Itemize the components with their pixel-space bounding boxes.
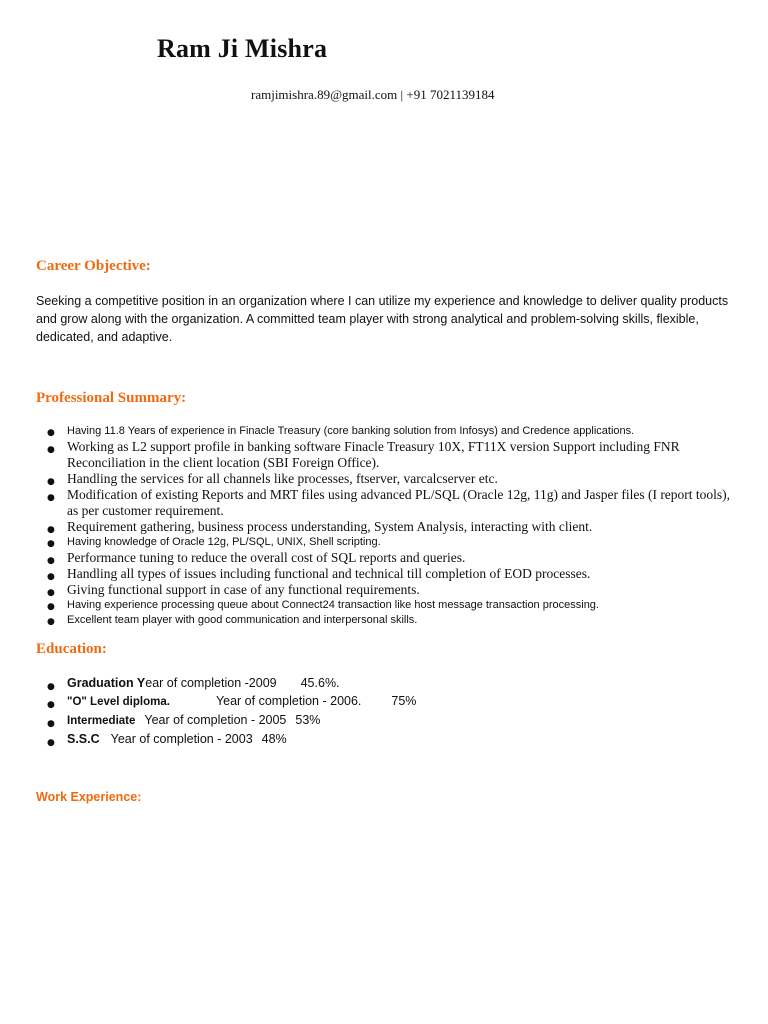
bullet-icon: ● xyxy=(47,556,55,566)
summary-item xyxy=(36,613,736,628)
summary-item-text: Giving functional support in case of any functional requirements. xyxy=(67,582,420,597)
bullet-icon: ● xyxy=(47,617,55,627)
bullet-icon: ● xyxy=(47,428,55,438)
summary-item xyxy=(36,582,736,598)
contact-info: ramjimishra.89@gmail.com | +91 7021139184 xyxy=(251,87,495,102)
bullet-icon: ● xyxy=(47,493,55,503)
summary-item xyxy=(36,471,736,487)
work-experience-heading: Work Experience: xyxy=(36,790,142,804)
education-label: Intermediate xyxy=(67,715,136,727)
summary-item-text: Working as L2 support profile in banking software Finacle Treasury 10X, FT11X version Support including FNR Reconciliation in the client location (SBI Foreign Office). xyxy=(67,439,680,470)
education-score: 45.6%. xyxy=(300,676,340,690)
bullet-icon: ● xyxy=(47,602,55,612)
education-label: S.S.C xyxy=(67,732,100,746)
education-detail: ear of completion -2009 xyxy=(145,676,277,690)
bullet-icon: ● xyxy=(47,445,55,455)
summary-item xyxy=(36,598,736,613)
summary-item-text: Requirement gathering, business process understanding, System Analysis, interacting with client. xyxy=(67,519,593,534)
summary-item xyxy=(36,566,736,582)
education-item xyxy=(36,692,736,711)
education-heading: Education: xyxy=(36,641,107,657)
summary-item-text: Having knowledge of Oracle 12g, PL/SQL, UNIX, Shell scripting. xyxy=(67,536,381,548)
bullet-icon: ● xyxy=(47,682,55,692)
professional-summary-list xyxy=(36,424,736,628)
education-label: "O" Level diploma. xyxy=(67,696,170,708)
education-score: 48% xyxy=(261,732,287,746)
summary-item-text: Handling the services for all channels like processes, ftserver, varcalcserver etc. xyxy=(67,471,498,486)
summary-item xyxy=(36,550,736,566)
bullet-icon: ● xyxy=(47,700,55,710)
summary-item-text: Modification of existing Reports and MRT files using advanced PL/SQL (Oracle 12g, 11g) and Jasper files (I report tools), as per customer requirement. xyxy=(67,487,731,518)
summary-item-text: Excellent team player with good communication and interpersonal skills. xyxy=(67,614,418,626)
education-detail: Year of completion - 2005 xyxy=(144,713,287,727)
summary-item-text: Performance tuning to reduce the overall cost of SQL reports and queries. xyxy=(67,550,466,565)
education-score: 53% xyxy=(295,713,321,727)
summary-item xyxy=(36,487,736,519)
summary-item xyxy=(36,535,736,550)
education-item xyxy=(36,674,736,692)
education-detail: Year of completion - 2006. xyxy=(215,694,362,708)
bullet-icon: ● xyxy=(47,572,55,582)
education-item xyxy=(36,711,736,730)
summary-item xyxy=(36,424,736,439)
career-objective-text: Seeking a competitive position in an organization where I can utilize my experience and knowledge to deliver quality products and grow along with the organization. A committed team player with strong analytical and problem-solving skills, flexible, dedicated, and adaptive. xyxy=(36,294,729,344)
education-item xyxy=(36,730,736,748)
professional-summary-heading: Professional Summary: xyxy=(36,390,187,406)
summary-item xyxy=(36,519,736,535)
summary-item-text: Handling all types of issues including functional and technical till completion of EOD processes. xyxy=(67,566,591,581)
summary-item-text: Having 11.8 Years of experience in Finacle Treasury (core banking solution from Infosys) and Credence applications. xyxy=(67,425,635,437)
bullet-icon: ● xyxy=(47,539,55,549)
bullet-icon: ● xyxy=(47,525,55,535)
education-label: Graduation Y xyxy=(67,676,146,690)
education-score: 75% xyxy=(391,694,417,708)
candidate-name: Ram Ji Mishra xyxy=(157,34,328,63)
education-list xyxy=(36,674,736,748)
summary-item xyxy=(36,439,736,471)
career-objective-heading: Career Objective: xyxy=(36,258,151,274)
bullet-icon: ● xyxy=(47,588,55,598)
summary-item-text: Having experience processing queue about Connect24 transaction like host message transaction processing. xyxy=(67,599,599,611)
bullet-icon: ● xyxy=(47,477,55,487)
education-detail: Year of completion - 2003 xyxy=(110,732,253,746)
bullet-icon: ● xyxy=(47,738,55,748)
bullet-icon: ● xyxy=(47,719,55,729)
